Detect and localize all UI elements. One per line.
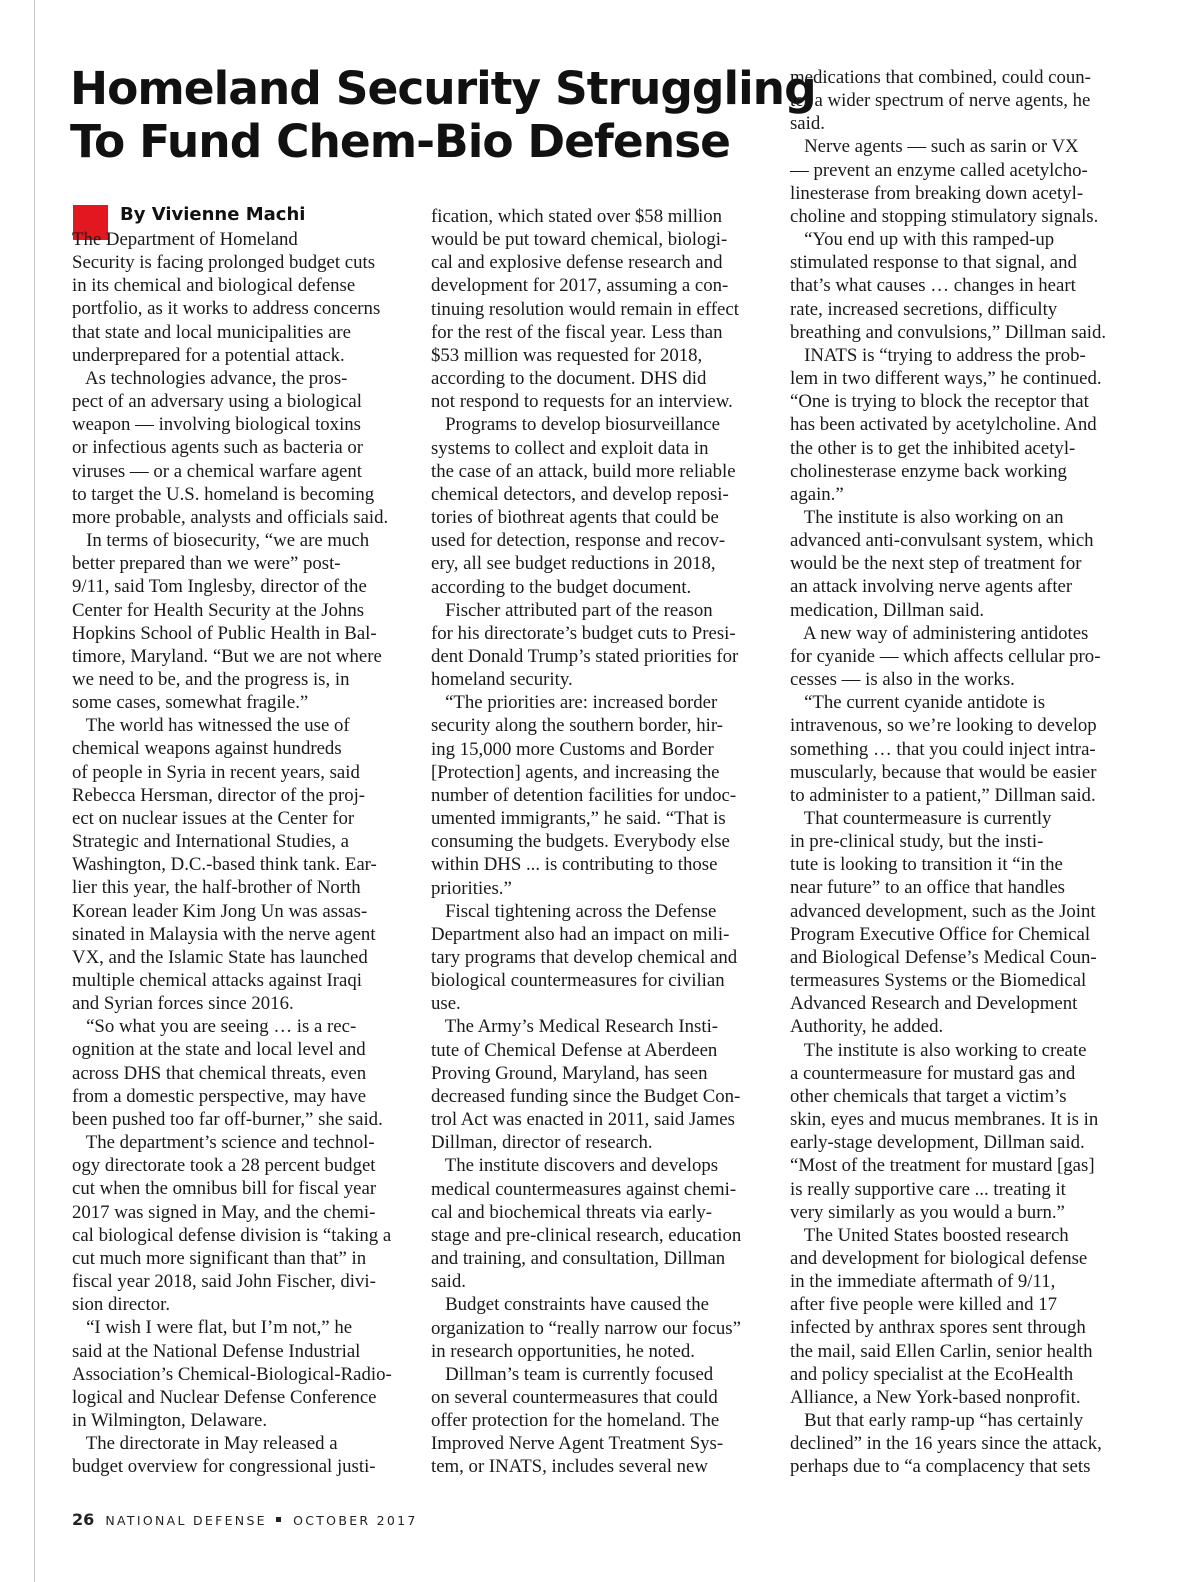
page-footer xyxy=(72,1510,418,1529)
article-byline: By Vivienne Machi xyxy=(120,204,306,225)
article-column-2: fication, which stated over $58 million would be put toward chemical, biologi- cal and explosive defense research and development for 2017, assuming a con- tinuing resolution would remain in effect for the rest of the fiscal year. Less than $53 million was requested for 2018, according to the document. DHS did not respond to requests for an interview. Programs to develop biosurveillance systems to collect and exploit data in the case of an attack, build more reliable chemical detectors, and develop reposi- tories of biothreat agents that could be used for detection, response and recov- ery, all see budget reductions in 2018, according to the budget document. Fischer attributed part of the reason for his directorate’s budget cuts to Presi- dent Donald Trump’s stated priorities for homeland security. “The priorities are: increased border security along the southern border, hir- ing 15,000 more Customs and Border [Protection] agents, and increasing the number of detention facilities for undoc- umented immigrants,” he said. “That is consuming the budgets. Everybody else within DHS ... is contributing to those priorities.” Fiscal tightening across the Defense Department also had an impact on mili- tary programs that develop chemical and biological countermeasures for civilian use. The Army’s Medical Research Insti- tute of Chemical Defense at Aberdeen Proving Ground, Maryland, has seen decreased funding since the Budget Con- trol Act was enacted in 2011, said James Dillman, director of research. The institute discovers and develops medical countermeasures against chemi- cal and biochemical threats via early- stage and pre-clinical research, education and training, and consultation, Dillman said. Budget constraints have caused the organization to “really narrow our focus” in research opportunities, he noted. Dillman’s team is currently focused on several countermeasures that could offer protection for the homeland. The Improved Nerve Agent Treatment Sys- tem, or INATS, includes several new xyxy=(431,206,742,1478)
issue-date: OCTOBER 2017 xyxy=(293,1513,418,1528)
page-number: 26 xyxy=(72,1510,95,1529)
publication-name: NATIONAL DEFENSE xyxy=(105,1513,267,1528)
footer-separator-icon xyxy=(276,1517,281,1522)
article-column-3: medications that combined, could coun- ter a wider spectrum of nerve agents, he said. Nerve agents — such as sarin or VX — prevent an enzyme called acetylcho- linesterase from breaking down acetyl- choline and stopping stimulatory signals. “You end up with this ramped-up stimulated response to that signal, and that’s what causes … changes in heart rate, increased secretions, difficulty breathing and convulsions,” Dillman said. INATS is “trying to address the prob- lem in two different ways,” he continued. “One is trying to block the receptor that has been activated by acetylcholine. And the other is to get the inhibited acetyl- cholinesterase enzyme back working again.” The institute is also working on an advanced anti-convulsant system, which would be the next step of treatment for an attack involving nerve agents after medication, Dillman said. A new way of administering antidotes for cyanide — which affects cellular pro- cesses — is also in the works. “The current cyanide antidote is intravenous, so we’re looking to develop something … that you could inject intra- muscularly, because that would be easier to administer to a patient,” Dillman said. That countermeasure is currently in pre-clinical study, but the insti- tute is looking to transition it “in the near future” to an office that handles advanced development, such as the Joint Program Executive Office for Chemical and Biological Defense’s Medical Coun- termeasures Systems or the Biomedical Advanced Research and Development Authority, he added. The institute is also working to create a countermeasure for mustard gas and other chemicals that target a victim’s skin, eyes and mucus membranes. It is in early-stage development, Dillman said. “Most of the treatment for mustard [gas] is really supportive care ... treating it very similarly as you would a burn.” The United States boosted research and development for biological defense in the immediate aftermath of 9/11, after five people were killed and 17 infected by anthrax spores sent through the mail, said Ellen Carlin, senior health and policy specialist at the EcoHealth Alliance, a New York-based nonprofit. But that early ramp-up “has certainly declined” in the 16 years since the attack, perhaps due to “a complacency that sets xyxy=(790,67,1107,1478)
page-edge-rule xyxy=(34,0,35,1582)
article-headline: Homeland Security Struggling To Fund Chem-Bio Defense xyxy=(70,62,816,168)
article-column-1: The Department of Homeland Security is facing prolonged budget cuts in its chemical and biological defense portfolio, as it works to address concerns that state and local municipalities are underprepared for a potential attack. As technologies advance, the pros- pect of an adversary using a biological weapon — involving biological toxins or infectious agents such as bacteria or viruses — or a chemical warfare agent to target the U.S. homeland is becoming more probable, analysts and officials said. In terms of biosecurity, “we are much better prepared than we were” post- 9/11, said Tom Inglesby, director of the Center for Health Security at the Johns Hopkins School of Public Health in Bal- timore, Maryland. “But we are not where we need to be, and the progress is, in some cases, somewhat fragile.” The world has witnessed the use of chemical weapons against hundreds of people in Syria in recent years, said Rebecca Hersman, director of the proj- ect on nuclear issues at the Center for Strategic and International Studies, a Washington, D.C.-based think tank. Ear- lier this year, the half-brother of North Korean leader Kim Jong Un was assas- sinated in Malaysia with the nerve agent VX, and the Islamic State has launched multiple chemical attacks against Iraqi and Syrian forces since 2016. “So what you are seeing … is a rec- ognition at the state and local level and across DHS that chemical threats, even from a domestic perspective, may have been pushed too far off-burner,” she said. The department’s science and technol- ogy directorate took a 28 percent budget cut when the omnibus bill for fiscal year 2017 was signed in May, and the chemi- cal biological defense division is “taking a cut much more significant than that” in fiscal year 2018, said John Fischer, divi- sion director. “I wish I were flat, but I’m not,” he said at the National Defense Industrial Association’s Chemical-Biological-Radio- logical and Nuclear Defense Conference in Wilmington, Delaware. The directorate in May released a budget overview for congressional justi- xyxy=(72,229,392,1478)
